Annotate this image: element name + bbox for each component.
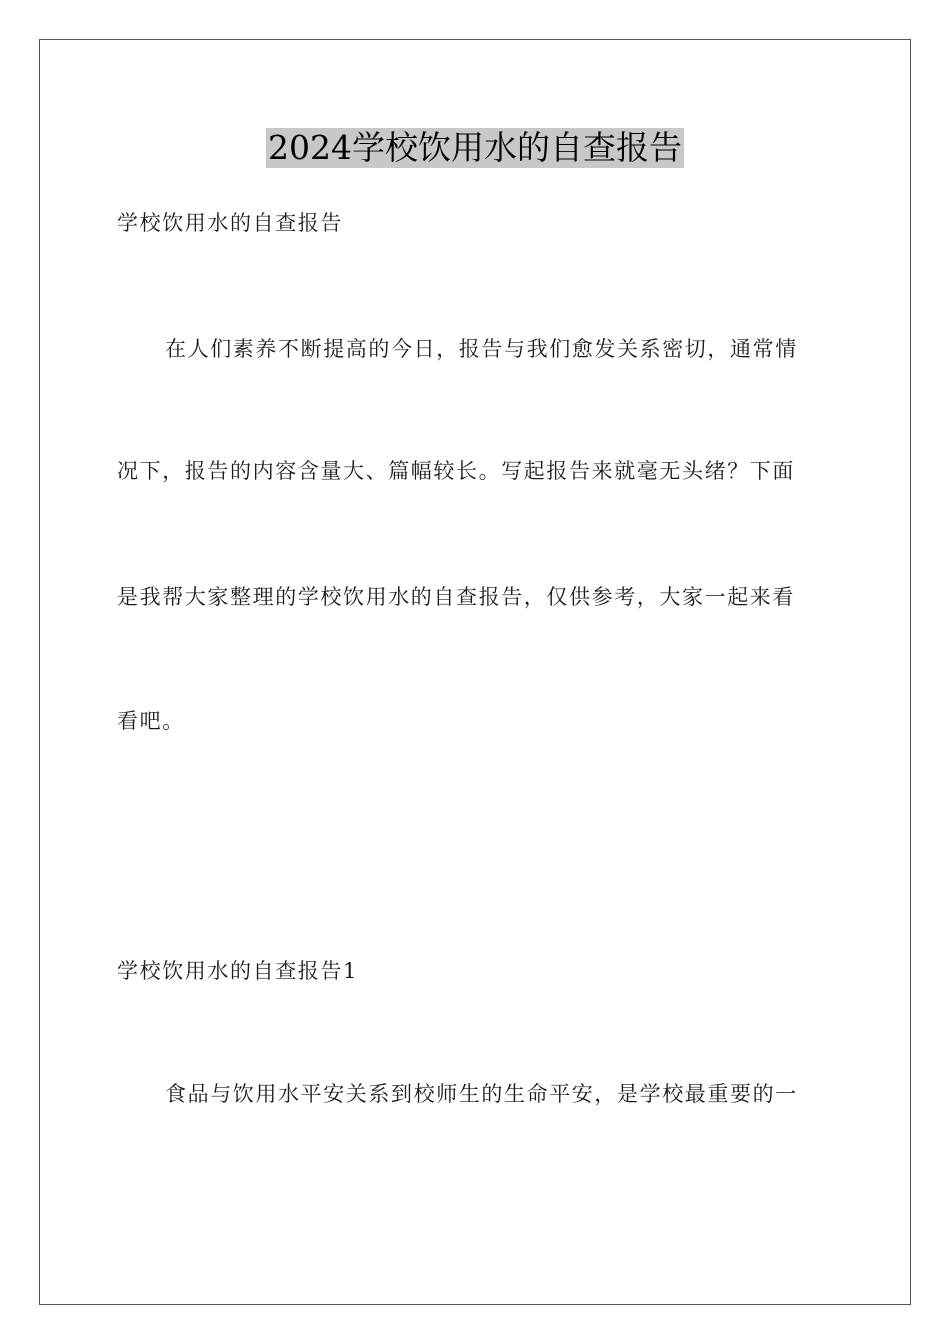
section-line-1: 食品与饮用水平安关系到校师生的生命平安，是学校最重要的一: [165, 1082, 798, 1106]
title-container: [0, 128, 950, 168]
intro-line-3: 是我帮大家整理的学校饮用水的自查报告，仅供参考，大家一起来看: [117, 585, 795, 609]
intro-line-2: 况下，报告的内容含量大、篇幅较长。写起报告来就毫无头绪？下面: [117, 459, 795, 483]
intro-line-4: 看吧。: [117, 709, 185, 733]
document-title: 2024学校饮用水的自查报告: [268, 128, 682, 167]
document-subtitle: 学校饮用水的自查报告: [117, 211, 343, 235]
intro-line-1: 在人们素养不断提高的今日，报告与我们愈发关系密切，通常情: [165, 337, 798, 361]
section-heading: 学校饮用水的自查报告1: [117, 959, 358, 983]
